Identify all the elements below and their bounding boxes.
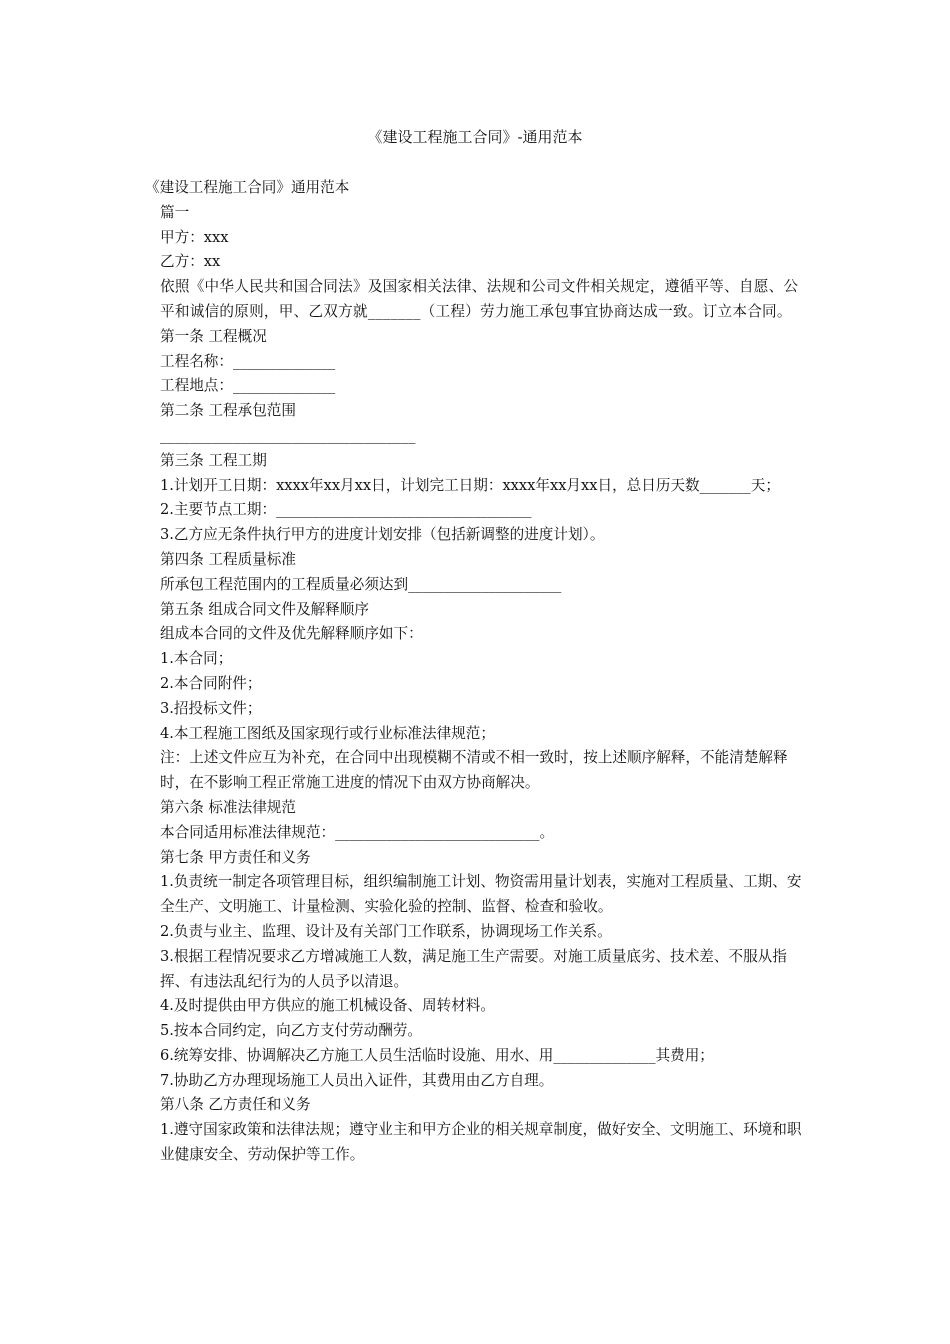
article-heading: 第六条 标准法律规范 [160,798,296,816]
clause-paragraph: 所承包工程范围内的工程质量必须达到_____________________ [160,575,562,593]
preamble-paragraph: 依照《中华人民共和国合同法》及国家相关法律、法规和公司文件相关规定，遵循平等、自愿、公平和诚信的原则，甲、乙双方就_______（工程）劳力施工承包事宜协商达成一致。订立本合同。 [160,278,799,320]
list-item: 4.本工程施工图纸及国家现行或行业标准法律规范； [160,724,495,742]
party-b: 乙方：xx [160,253,221,271]
list-item: 1.负责统一制定各项管理目标，组织编制施工计划、物资需用量计划表，实施对工程质量、工期、安全生产、文明施工、计量检测、实验化验的控制、监督、检查和验收。 [160,873,802,916]
subtitle: 《建设工程施工合同》通用范本 [145,179,350,196]
clause-paragraph: 本合同适用标准法律规范：____________________________。 [160,823,555,841]
project-name-field: 工程名称：______________ [160,352,336,370]
clause-paragraph: 3.乙方应无条件执行甲方的进度计划安排（包括新调整的进度计划）。 [160,526,605,544]
document-body [145,176,810,1168]
article-heading: 第五条 组成合同文件及解释顺序 [160,600,369,618]
list-item: 3.招投标文件； [160,699,262,717]
list-item: 1.本合同； [160,650,233,668]
document-title: 《建设工程施工合同》-通用范本 [367,128,583,146]
section-label: 篇一 [160,203,190,221]
list-item: 6.统筹安排、协调解决乙方施工人员生活临时设施、用水、用______________其费用； [160,1046,714,1064]
list-item: 1.遵守国家政策和法律法规；遵守业主和甲方企业的相关规章制度，做好安全、文明施工、环境和职业健康安全、劳动保护等工作。 [160,1121,802,1164]
list-item: 7.协助乙方办理现场施工人员出入证件，其费用由乙方自理。 [160,1071,554,1089]
list-item: 4.及时提供由甲方供应的施工机械设备、周转材料。 [160,997,495,1015]
list-item: 2.负责与业主、监理、设计及有关部门工作联系，协调现场工作关系。 [160,922,612,940]
article-heading: 第二条 工程承包范围 [160,402,296,420]
article-heading: 第七条 甲方责任和义务 [160,848,311,866]
note-paragraph: 注：上述文件应互为补充，在合同中出现模糊不清或不相一致时，按上述顺序解释，不能清楚解释时，在不影响工程正常施工进度的情况下由双方协商解决。 [160,749,788,792]
article-heading: 第一条 工程概况 [160,327,267,345]
clause-paragraph: 组成本合同的文件及优先解释顺序如下： [160,625,423,643]
list-item: 2.本合同附件； [160,674,262,692]
article-heading: 第八条 乙方责任和义务 [160,1096,311,1114]
list-item: 3.根据工程情况要求乙方增减施工人数，满足施工生产需要。对施工质量底劣、技术差、不服从指挥、有违法乱纪行为的人员予以清退。 [160,947,787,990]
list-item: 5.按本合同约定，向乙方支付劳动酬劳。 [160,1022,423,1040]
clause-paragraph: 1.计划开工日期：xxxx年xx月xx日，计划完工日期：xxxx年xx月xx日，总日历天数_______天； [160,476,780,494]
article-heading: 第四条 工程质量标准 [160,550,296,568]
blank-line: ___________________________________ [160,426,416,444]
party-a: 甲方：xxx [160,228,229,246]
article-heading: 第三条 工程工期 [160,451,267,469]
clause-paragraph: 2.主要节点工期：___________________________________ [160,501,532,519]
project-location-field: 工程地点：______________ [160,377,336,395]
